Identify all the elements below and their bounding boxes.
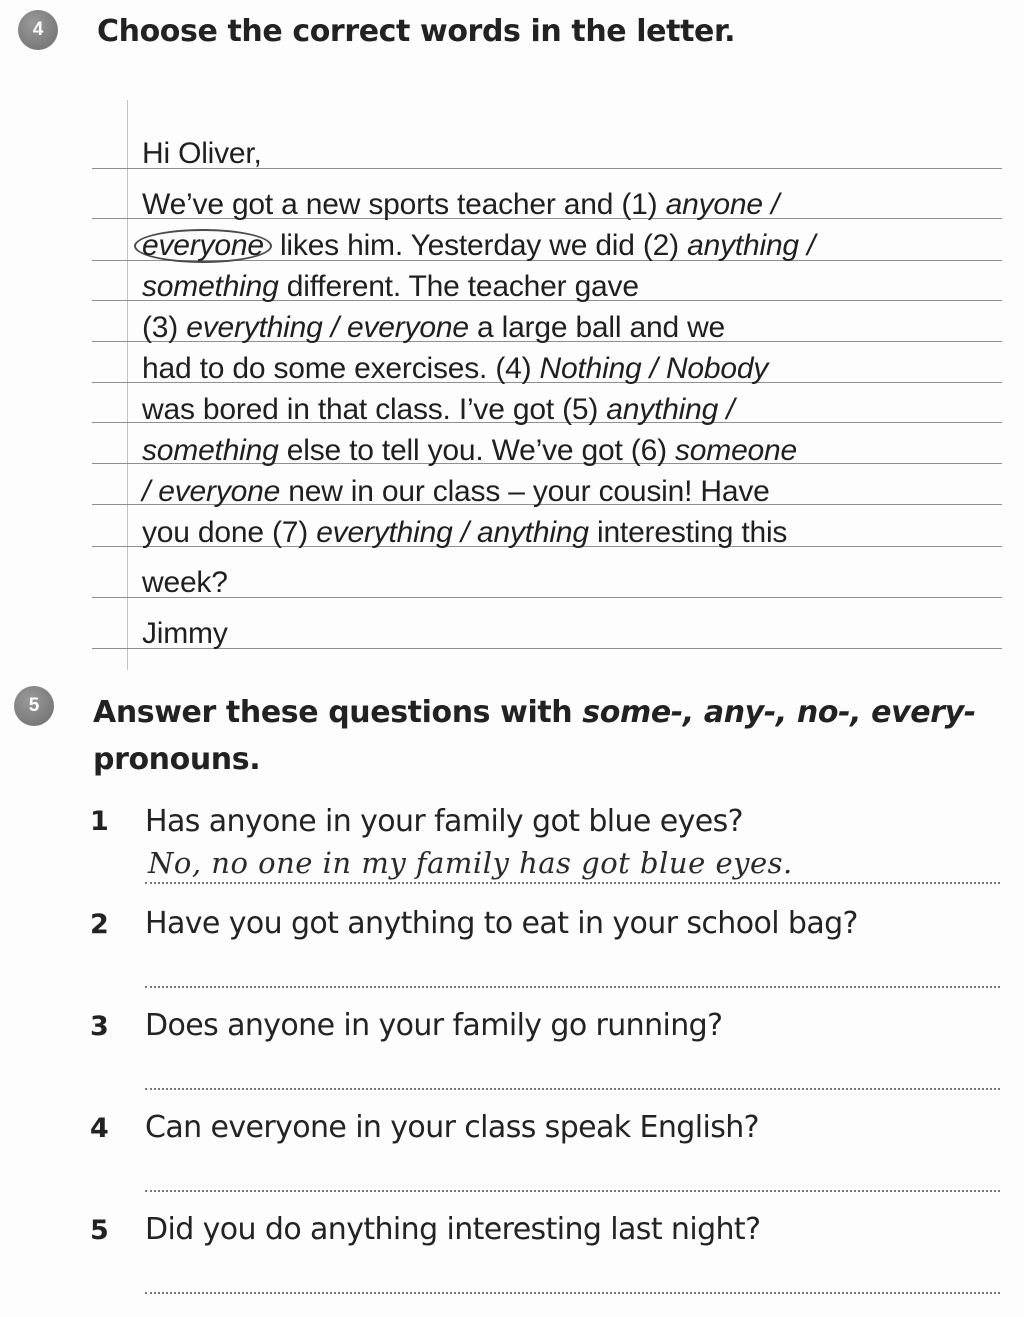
answer-line[interactable]: [145, 1190, 1000, 1192]
letter-line: [142, 515, 787, 551]
answer-line[interactable]: [145, 1088, 1000, 1090]
question-text: Has anyone in your family got blue eyes?: [145, 804, 743, 839]
letter-line: [142, 433, 797, 469]
question-text: Did you do anything interesting last night?: [145, 1212, 761, 1247]
letter-line: [142, 187, 779, 223]
answer-line[interactable]: [145, 882, 1000, 884]
answer-line[interactable]: [145, 1292, 1000, 1294]
letter-text: else to tell you. We’ve got (6): [278, 434, 675, 467]
option-7-choices[interactable]: everything / anything: [316, 516, 589, 549]
instruction-text: Answer these questions with: [93, 695, 583, 730]
letter-text: (3): [142, 311, 187, 344]
exercise-5-number: 5: [28, 695, 40, 716]
option-6-choice-everyone[interactable]: / everyone: [142, 475, 281, 508]
answer-line[interactable]: [145, 986, 1000, 988]
option-5-choices[interactable]: anything /: [606, 393, 735, 426]
letter-text: likes him. Yesterday we did (2): [271, 229, 688, 262]
exercise-4-number-badge: [18, 10, 58, 50]
letter-line: [142, 392, 734, 428]
letter-text: you done (7): [142, 516, 317, 549]
letter-rule: [92, 648, 1002, 649]
letter-text: a large ball and we: [468, 311, 726, 344]
exercise-5-number-badge: [14, 686, 54, 726]
question-number: 1: [90, 806, 109, 837]
option-5-choice-something[interactable]: something: [142, 434, 279, 467]
question-number: 5: [90, 1215, 109, 1246]
instruction-pronoun-list: some-, any-, no-, every-: [582, 695, 976, 730]
question-number: 2: [90, 909, 109, 940]
letter-text: week?: [142, 566, 228, 599]
handwritten-answer[interactable]: No, no one in my family has got blue eyes.: [148, 846, 793, 880]
letter-text: Jimmy: [142, 617, 228, 650]
letter-line: [142, 310, 725, 346]
letter-text: Hi Oliver,: [142, 137, 262, 170]
exercise-4-number: 4: [32, 19, 44, 40]
letter-line: [142, 474, 770, 510]
letter-text: interesting this: [588, 516, 788, 549]
letter-margin-line: [127, 100, 128, 670]
letter-line: [142, 565, 228, 601]
option-2-choices[interactable]: anything /: [687, 229, 816, 262]
letter-text: had to do some exercises. (4): [142, 352, 540, 385]
option-1-choices[interactable]: anyone /: [665, 188, 780, 221]
letter-text: We’ve got a new sports teacher and (1): [142, 188, 666, 221]
question-text: Can everyone in your class speak English?: [145, 1110, 759, 1145]
option-6-choices[interactable]: someone: [675, 434, 798, 467]
letter-rule: [92, 597, 1002, 598]
exercise-5-instruction: [93, 695, 976, 730]
letter-line: [142, 269, 639, 305]
option-3-choices[interactable]: everything / everyone: [186, 311, 469, 344]
letter-signature: [142, 616, 228, 652]
option-2-choice-something[interactable]: something: [142, 270, 279, 303]
letter-text: different. The teacher gave: [278, 270, 639, 303]
letter-text: was bored in that class. I’ve got (5): [142, 393, 607, 426]
letter-line: [142, 228, 815, 264]
question-text: Have you got anything to eat in your school bag?: [145, 906, 858, 941]
question-text: Does anyone in your family go running?: [145, 1008, 723, 1043]
circled-answer-everyone[interactable]: everyone: [134, 229, 272, 263]
option-4-choices[interactable]: Nothing / Nobody: [539, 352, 769, 385]
letter-text: new in our class – your cousin! Have: [280, 475, 770, 508]
exercise-5-instruction-continued: pronouns.: [93, 742, 261, 777]
letter-greeting: [142, 136, 262, 172]
question-number: 3: [90, 1011, 109, 1042]
question-number: 4: [90, 1113, 109, 1144]
letter-line: [142, 351, 768, 387]
exercise-4-instruction: Choose the correct words in the letter.: [97, 14, 736, 49]
